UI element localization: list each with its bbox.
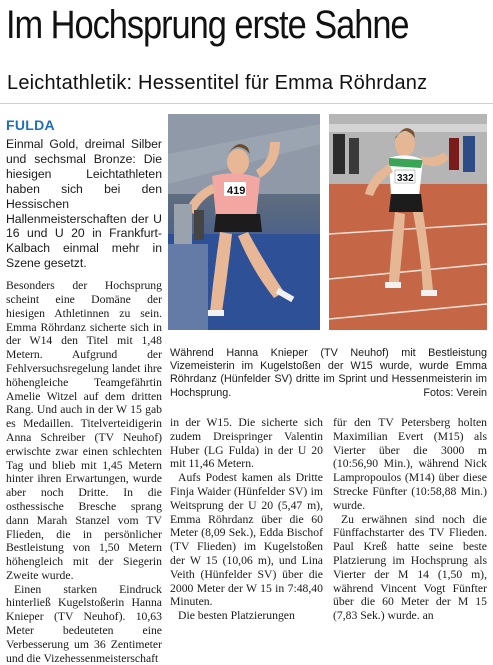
article-column-3 (170, 416, 323, 623)
paragraph: in der W15. Die sicherte sich zudem Dreispringer Valentin Huber (LG Fulda) in der U 20 mit 11,46 Metern. (170, 416, 323, 471)
paragraph: für den TV Petersberg holten Maximilian Evert (M15) als Vierter über die 3000 m (10:56,90 Min.), während Nick Lampropoulos (M14) über diese Strecke Fünfter (10:58,88 Min.) wurde. (333, 416, 487, 512)
paragraph: Einen starken Eindruck hinterließ Kugelstoßerin Hanna Knieper (TV Neuhof). 10,63 Meter bedeuteten eine Verbesserung um 36 Zentimeter und die Vizehessenmeisterschaft (6, 582, 162, 665)
bib-number-419: 419 (227, 185, 246, 197)
shot-put-image (168, 114, 320, 330)
article-column-4 (333, 416, 487, 623)
headline: Im Hochsprung erste Sahne (6, 3, 409, 47)
bib-number-332: 332 (397, 173, 414, 184)
paragraph: Aufs Podest kamen als Dritte Finja Waider (Hünfelder SV) im Weitsprung der U 20 (5,47 m), Emma Röhrdanz über die 60 Meter (8,09 Sek.), Edda Bischof (TV Flieden) im Kugelstoßen der W 15 (10,06 m), und Lina Veith (Hünfelder SV) über die 2000 Meter der W 15 in 7:48,40 Minuten. (170, 471, 323, 609)
photo-shot-put (168, 114, 320, 330)
sprint-image (329, 114, 487, 330)
paragraph: Zu erwähnen sind noch die Fünffachstarter des TV Flieden. Paul Kreß hatte seine beste Platzierung im Hochsprung als Vierter der M 14 (1,50 m), während Vincent Vogt Fünfter über die 60 Meter der M 15 (7,83 Sek.) wurde. an (333, 512, 487, 623)
dateline: FULDA (6, 117, 55, 133)
paragraph: Die besten Platzierungen (178, 609, 295, 623)
paragraph: Besonders der Hochsprung scheint eine Domäne der hiesigen Athletinnen zu sein. Emma Röhrdanz sicherte sich in der W14 den Titel mit 1,48 Metern. Aufgrund der Fehlversuchsregelung landet ihre höhengleiche Teamgefährtin Amelie Witzel auf dem dritten Rang. Und auch in der W 15 gab es Medaillen. Titelverteidigerin Anna Schreiber (TV Neuhof) erwischte zwar einen schlechten Tag und blieb mit 1,45 Metern hinter ihren Erwartungen, wurde aber noch Dritte. In die osthessische Bresche sprang dann Marah Stanzel vom TV Flieden, die in persönlicher Bestleistung von 1,50 Metern höhengleich mit der Siegerin Zweite wurde. (6, 279, 162, 582)
photo-credit: Fotos: Verein (423, 386, 487, 399)
divider (0, 103, 493, 104)
caption-text: Während Hanna Knieper (TV Neuhof) mit Bestleistung Vizemeisterin im Kugelstoßen der W15 wurde, wurde Emma Röhrdanz (Hünfelder SV) dritte im Sprint und Hessenmeisterin im Hochsprung. (170, 347, 487, 399)
body-text-col1 (6, 279, 162, 665)
photo-sprint (329, 114, 487, 330)
article-column-1 (6, 116, 162, 665)
lead-paragraph: Einmal Gold, dreimal Silber und sechsmal Bronze: Die hiesigen Leichtathleten haben sich bei den Hessischen Hallenmeisterschaften der U 16 und U 20 in Frankfurt-Kalbach einmal mehr in Szene gesetzt. (6, 137, 162, 271)
subheadline: Leichtathletik: Hessentitel für Emma Röhrdanz (7, 72, 428, 94)
photo-caption (170, 347, 487, 400)
